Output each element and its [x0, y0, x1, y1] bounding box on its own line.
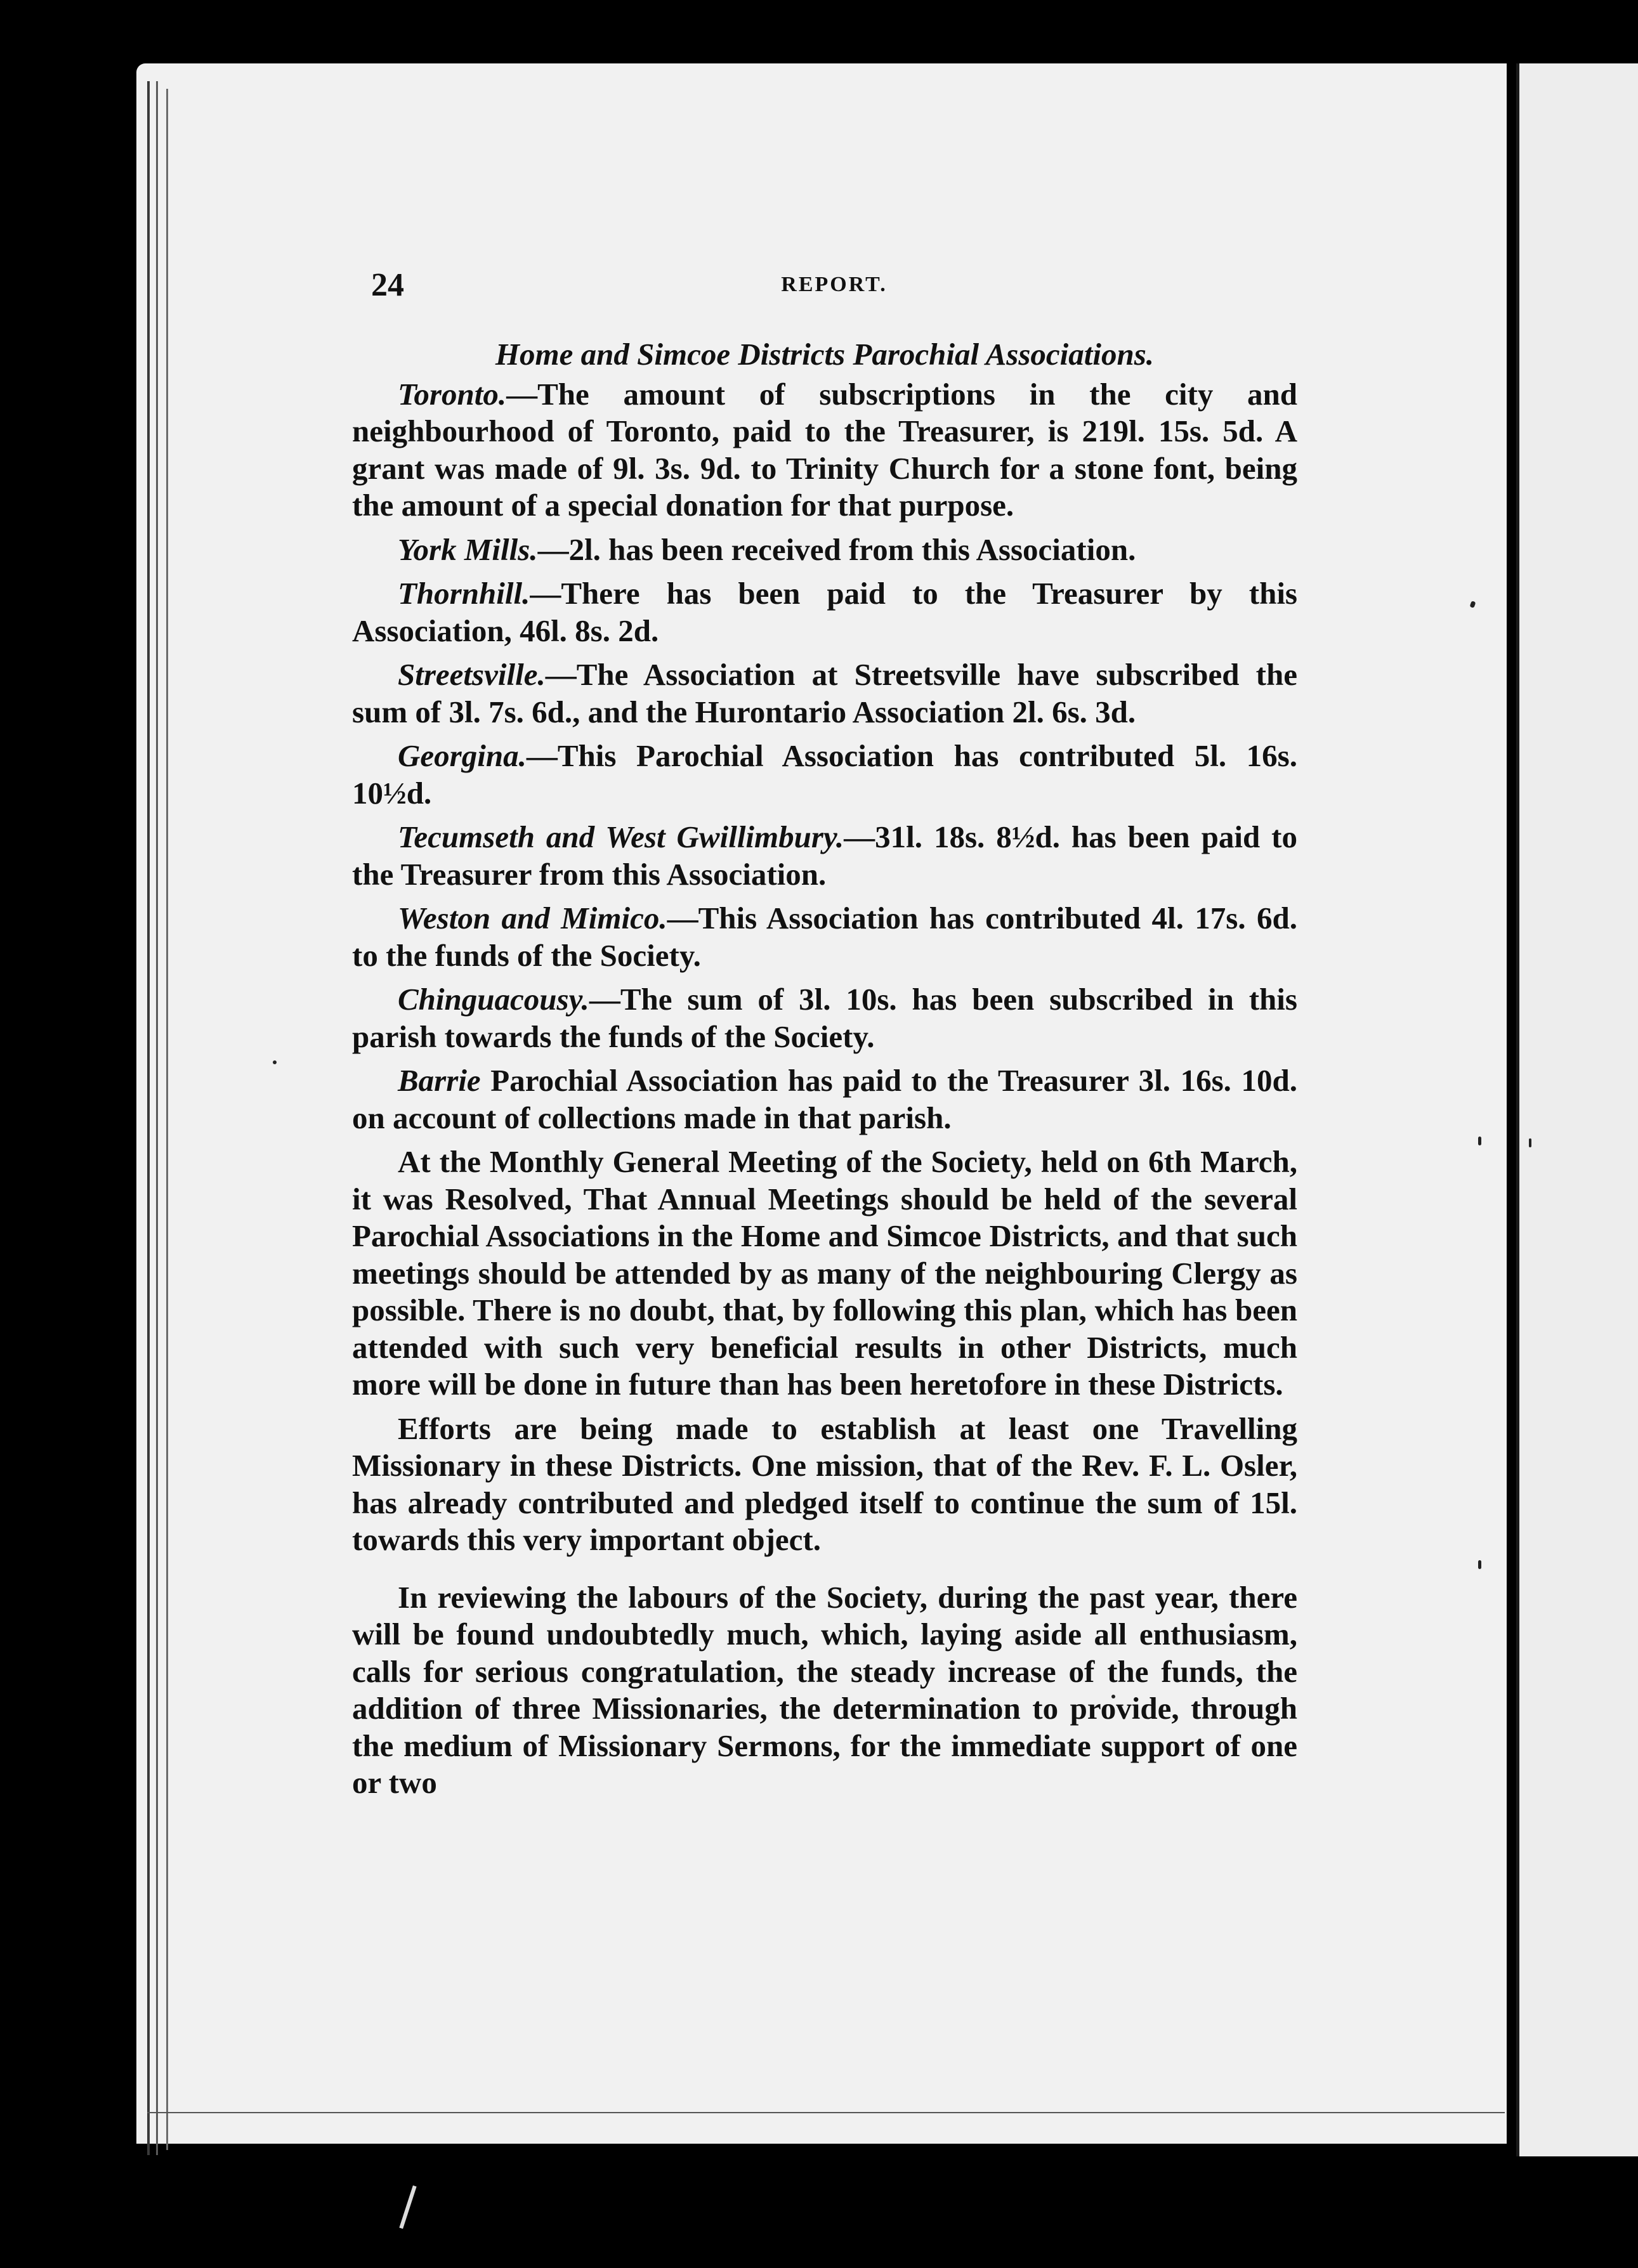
paragraph-barrie [352, 1062, 1297, 1137]
paragraph-review [352, 1579, 1297, 1802]
paragraph-travelling-missionary [352, 1411, 1297, 1559]
ink-speck [1478, 1560, 1481, 1569]
page-binding-edge [147, 81, 158, 2155]
paragraph-text: Efforts are being made to establish at least one Travelling Missionary in these Districts. One mission, that of the Rev. F. L. Osler, has already contributed and pledged itself to continue the sum of 15l. towards this very important object. [352, 1411, 1297, 1557]
paragraph-text: —2l. has been received from this Association. [537, 531, 1136, 567]
paragraph-monthly-meeting [352, 1144, 1297, 1404]
margin-mark [399, 2186, 416, 2229]
paragraph-text: In reviewing the labours of the Society, during the past year, there will be found undoubtedly much, which, laying aside all enthusiasm, calls for serious congratulation, the steady increase of the funds, the addition of three Missionaries, the determination to provide, through the medium of Missionary Sermons, for the immediate support of one or two [352, 1579, 1297, 1800]
paragraph-lead: Georgina. [398, 738, 527, 773]
paragraph-text: —This Parochial Association has contributed 5l. 16s. 10½d. [352, 738, 1297, 811]
facing-page-edge [1516, 63, 1638, 2156]
paragraph-toronto [352, 376, 1297, 525]
ink-speck [1529, 1138, 1531, 1147]
paragraph-text: —The sum of 3l. 10s. has been subscribed in this parish towards the funds of the Society. [352, 982, 1297, 1054]
paragraph-york-mills [352, 531, 1297, 569]
paragraph-lead: Barrie [398, 1063, 481, 1098]
ink-speck [273, 1060, 277, 1064]
paragraph-text: —The amount of subscriptions in the city and neighbourhood of Toronto, paid to the Treasurer, is 219l. 15s. 5d. A grant was made of 9l. 3s. 9d. to Trinity Church for a stone font, being the amount of a special donation for that purpose. [352, 376, 1297, 523]
page-bottom-edge [147, 2112, 1505, 2113]
paragraph-streetsville [352, 656, 1297, 731]
paragraph-text: At the Monthly General Meeting of the Society, held on 6th March, it was Resolved, That Annual Meetings should be held of the several Parochial Associations in the Home and Simcoe Districts, and that such meetings should be attended by as many of the neighbouring Clergy as possible. There is no doubt, that, by following this plan, which has been attended with such very beneficial results in other Districts, much more will be done in future than has been heretofore in these Districts. [352, 1144, 1297, 1402]
page-binding-edge-inner [166, 89, 172, 2150]
paragraph-lead: Tecumseth and West Gwillimbury. [398, 819, 844, 854]
paragraph-lead: Toronto. [398, 376, 507, 412]
paragraph-lead: York Mills. [398, 531, 538, 567]
paragraph-chinguacousy [352, 981, 1297, 1055]
ink-speck [1478, 1137, 1481, 1145]
paragraph-lead: Chinguacousy. [398, 982, 589, 1017]
paragraph-weston [352, 900, 1297, 974]
page-number: 24 [371, 267, 404, 303]
section-title: Home and Simcoe Districts Parochial Associations. [495, 337, 1155, 372]
paragraph-text: Parochial Association has paid to the Treasurer 3l. 16s. 10d. on account of collections made in that parish. [352, 1063, 1297, 1135]
paragraph-lead: Streetsville. [398, 657, 546, 692]
paragraph-text: —There has been paid to the Treasurer by this Association, 46l. 8s. 2d. [352, 576, 1297, 648]
paragraph-text: —This Association has contributed 4l. 17s. 6d. to the funds of the Society. [352, 901, 1297, 973]
paragraph-text: —The Association at Streetsville have subscribed the sum of 3l. 7s. 6d., and the Hurontario Association 2l. 6s. 3d. [352, 657, 1297, 729]
paragraph-thornhill [352, 575, 1297, 649]
paragraph-text: —31l. 18s. 8½d. has been paid to the Treasurer from this Association. [352, 819, 1297, 892]
paragraph-lead: Thornhill. [398, 576, 530, 611]
running-head: REPORT. [781, 273, 888, 296]
paragraph-tecumseth [352, 819, 1297, 893]
paragraph-georgina [352, 738, 1297, 812]
paragraph-lead: Weston and Mimico. [398, 901, 667, 935]
body-text [352, 336, 1297, 1809]
page-header [371, 266, 1297, 317]
